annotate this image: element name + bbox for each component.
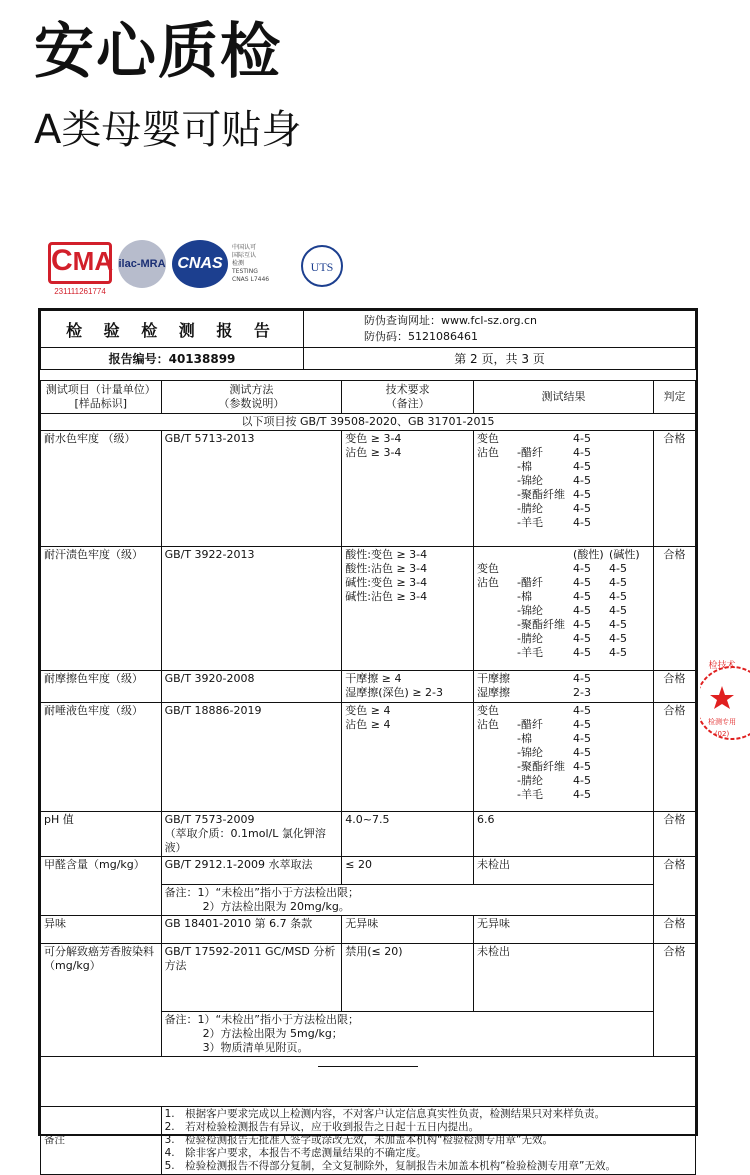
- col-header-item: 测试项目（计量单位） [样品标识]: [41, 381, 162, 414]
- test-method: GB/T 5713-2013: [161, 431, 342, 547]
- certification-logos: [48, 240, 708, 300]
- requirement: ≤ 20: [342, 857, 474, 885]
- table-row: [41, 431, 696, 547]
- report-number: 报告编号：40138899: [41, 348, 304, 370]
- verdict: 合格: [654, 916, 696, 944]
- verdict: 合格: [654, 671, 696, 703]
- table-row: [41, 916, 696, 944]
- test-method: GB/T 2912.1-2009 水萃取法: [161, 857, 342, 885]
- test-item: 耐摩擦色牢度（级）: [41, 671, 162, 703]
- table-row: [41, 703, 696, 812]
- uts-logo: [300, 244, 344, 288]
- table-row: [41, 857, 696, 885]
- test-method: GB/T 18886-2019: [161, 703, 342, 812]
- verdict: 合格: [654, 431, 696, 547]
- table-row: [41, 944, 696, 1012]
- test-result: 干摩擦 4-5 湿摩擦 2-3: [474, 671, 654, 703]
- col-header-requirement: 技术要求 （备注）: [342, 381, 474, 414]
- test-method: GB/T 3920-2008: [161, 671, 342, 703]
- col-header-result: 测试结果: [474, 381, 654, 414]
- table-row: [41, 812, 696, 857]
- remarks-label: 备注: [41, 1107, 162, 1175]
- svg-text:UTS: UTS: [310, 260, 334, 274]
- test-result: 未检出: [474, 857, 654, 885]
- verdict: 合格: [654, 857, 696, 916]
- col-header-verdict: 判定: [654, 381, 696, 414]
- row-note: 备注：1）“未检出”指小于方法检出限； 2）方法检出限为 5mg/kg； 3）物质清单见附页。: [161, 1012, 653, 1057]
- requirement: 禁用(≤ 20): [342, 944, 474, 1012]
- verdict: 合格: [654, 812, 696, 857]
- test-result: 6.6: [474, 812, 654, 857]
- verdict: 合格: [654, 547, 696, 671]
- requirement: 干摩擦 ≥ 4 湿摩擦(深色) ≥ 2-3: [342, 671, 474, 703]
- remarks-row: [41, 1107, 696, 1175]
- remarks-list: 1. 根据客户要求完成以上检测内容，不对客户认定信息真实性负责，检测结果只对来样负责。 2. 若对检验检测报告有异议，应于收到报告之日起十五日内提出。 3. 检验检测报告无批准人签字或涂改无效，未加盖本机构“检验检测专用章”无效。 4. 除非客户要求，本报告不考虑测量结果的不确定度。 5. 检验检测报告不得部分复制，全文复制除外，复制报告未加盖本机构“检验检测专用章”无效。: [161, 1107, 695, 1175]
- requirement: 4.0~7.5: [342, 812, 474, 857]
- page-title: 安心质检: [34, 17, 282, 87]
- svg-text:(02): (02): [714, 730, 730, 738]
- col-header-method: 测试方法 （参数说明）: [161, 381, 342, 414]
- table-row: [41, 547, 696, 671]
- cnas-caption: 中国认可 国际互认 检测 TESTING CNAS L7446: [232, 244, 270, 283]
- test-method: GB 18401-2010 第 6.7 条款: [161, 916, 342, 944]
- requirement: 变色 ≥ 4 沾色 ≥ 4: [342, 703, 474, 812]
- test-method: GB/T 3922-2013: [161, 547, 342, 671]
- verdict: 合格: [654, 944, 696, 1057]
- test-method: GB/T 7573-2009 （萃取介质：0.1mol/L 氯化钾溶液）: [161, 812, 342, 857]
- test-item: 耐唾液色牢度（级）: [41, 703, 162, 812]
- test-item: 甲醛含量（mg/kg）: [41, 857, 162, 916]
- svg-text:检技术: 检技术: [708, 661, 736, 671]
- test-item: 异味: [41, 916, 162, 944]
- requirement: 酸性:变色 ≥ 3-4 酸性:沾色 ≥ 3-4 碱性:变色 ≥ 3-4 碱性:沾色 ≥ 3-4: [342, 547, 474, 671]
- test-result: (酸性) (碱性) 变色 4-5 4-5 沾色 -醋纤 4-5 4-5 -棉 4-5 4-5 -锦纶 4-5 4-5 -聚酯纤维 4-5 4-5 -腈纶 4-5 4-5 -羊毛 4-5 4-5: [474, 547, 654, 671]
- test-item: 耐汗渍色牢度（级）: [41, 547, 162, 671]
- verdict: 合格: [654, 703, 696, 812]
- row-note: 备注：1）“未检出”指小于方法检出限； 2）方法检出限为 20mg/kg。: [161, 885, 653, 916]
- cma-number: 231111261774: [54, 287, 106, 296]
- report-title: 检 验 检 测 报 告: [41, 311, 304, 348]
- requirement: 变色 ≥ 3-4 沾色 ≥ 3-4: [342, 431, 474, 547]
- test-result: 无异味: [474, 916, 654, 944]
- report-header: [40, 310, 696, 370]
- cma-logo: CMA 231111261774: [48, 242, 112, 296]
- blank-row: [41, 1057, 696, 1107]
- test-result: 变色 4-5 沾色 -醋纤 4-5 -棉 4-5 -锦纶 4-5 -聚酯纤维 4-5 -腈纶 4-5 -羊毛 4-5: [474, 703, 654, 812]
- test-report: [38, 308, 698, 1172]
- requirement: 无异味: [342, 916, 474, 944]
- test-item: 可分解致癌芳香胺染料（mg/kg）: [41, 944, 162, 1057]
- table-row: [41, 671, 696, 703]
- test-item: 耐水色牢度 （级）: [41, 431, 162, 547]
- test-result: 变色 4-5 沾色 -醋纤 4-5 -棉 4-5 -锦纶 4-5 -聚酯纤维 4-5 -腈纶 4-5 -羊毛 4-5: [474, 431, 654, 547]
- page-subtitle: A类母婴可贴身: [34, 107, 302, 153]
- verify-info: 防伪查询网址：www.fcl-sz.org.cn 防伪码：5121086461: [304, 311, 696, 348]
- inspection-stamp: [700, 648, 750, 758]
- results-table: [40, 380, 696, 1175]
- standard-line: 以下项目按 GB/T 39508-2020、GB 31701-2015: [41, 414, 696, 431]
- cnas-logo: CNAS: [172, 240, 228, 288]
- ilac-mra-logo: ilac-MRA: [118, 240, 166, 288]
- svg-text:检测专用: 检测专用: [708, 718, 736, 726]
- test-item: pH 值: [41, 812, 162, 857]
- test-result: 未检出: [474, 944, 654, 1012]
- test-method: GB/T 17592-2011 GC/MSD 分析方法: [161, 944, 342, 1012]
- page-info: 第 2 页，共 3 页: [304, 348, 696, 370]
